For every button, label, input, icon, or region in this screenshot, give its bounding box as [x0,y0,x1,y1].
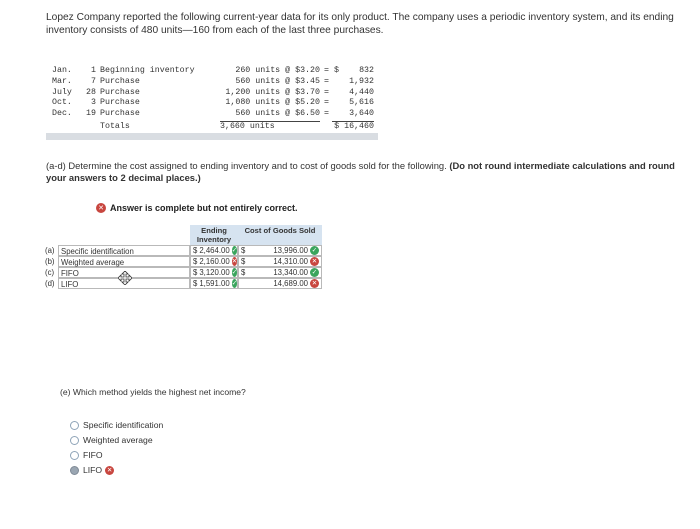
row-units: 1,200 units @ $3.70 [225,87,320,97]
ending-inventory-input[interactable] [190,245,238,256]
row-desc: Purchase [100,109,140,119]
ending-inventory-value: 2,160.00 [199,257,230,266]
radio-button[interactable] [70,421,79,430]
row-eq: = [324,109,329,119]
ending-inventory-value: 2,464.00 [199,246,230,255]
method-cell: FIFO [58,267,190,278]
x-circle-icon: ✕ [311,279,318,287]
row-date: Dec. [52,109,72,119]
ending-inventory-input[interactable] [190,267,238,278]
radio-button[interactable] [70,466,79,475]
row-amount: 1,932 [349,76,374,86]
radio-option[interactable] [70,450,103,460]
ending-inventory-input[interactable] [190,278,238,289]
radio-option[interactable] [70,435,153,445]
row-day: 1 [91,66,96,75]
row-eq: = [324,87,329,97]
x-circle-icon: ✕ [311,257,318,265]
move-cursor-icon [118,271,132,285]
row-amount: 4,440 [349,87,374,97]
option-label: FIFO [83,450,103,460]
header-ending-inventory: Ending Inventory [190,225,238,245]
row-letter: (b) [45,257,55,266]
method-cell: LIFO [58,278,190,289]
header-cost-of-goods-sold: Cost of Goods Sold [238,225,322,245]
totals-label: Totals [100,122,130,131]
row-desc: Purchase [100,87,140,97]
dollar-sign: $ [193,257,198,266]
row-letter: (c) [45,268,55,277]
radio-button[interactable] [70,451,79,460]
check-circle-icon: ✓ [311,246,318,254]
row-amount: 5,616 [349,98,374,108]
dollar-sign: $ [241,246,246,255]
row-eq: = [324,98,329,108]
option-label: LIFO [83,465,103,475]
method-cell: Weighted average [58,256,190,267]
row-date: Oct. [52,98,72,108]
cogs-input[interactable] [238,278,322,289]
row-units: 260 units @ $3.20 [235,66,320,75]
answer-grid [45,225,322,307]
row-date: July [52,87,72,97]
question-e: (e) Which method yields the highest net income? [60,387,246,397]
row-units: 1,080 units @ $5.20 [225,98,320,108]
totals-amount: $ 16,460 [334,122,374,131]
dollar-sign: $ [193,246,198,255]
answer-status-banner [96,203,298,213]
x-circle-icon: ✕ [106,465,113,474]
ending-inventory-value: 1,591.00 [199,279,230,288]
row-amount: 3,640 [349,109,374,119]
row-desc: Beginning inventory [100,66,195,75]
cogs-value: 14,310.00 [273,257,308,266]
cogs-value: 13,340.00 [273,268,308,277]
cogs-input[interactable] [238,267,322,278]
question-a-d-instruction: (Do not round intermediate calculations and round your answers to 2 decimal places.) [46,160,675,183]
check-circle-icon: ✓ [311,268,318,276]
row-eq: = $ [324,66,339,75]
dollar-sign: $ [193,279,198,288]
check-circle-icon: ✓ [231,268,238,276]
option-label: Weighted average [83,435,153,445]
row-day: 3 [91,98,96,108]
dollar-sign: $ [241,257,246,266]
check-circle-icon: ✓ [231,279,238,287]
row-units: 560 units @ $3.45 [235,76,320,86]
row-day: 28 [86,87,96,97]
radio-button[interactable] [70,436,79,445]
method-cell: Specific identification [58,245,190,256]
dollar-sign: $ [193,268,198,277]
x-circle-icon: ✕ [231,257,238,265]
cogs-input[interactable] [238,245,322,256]
problem-intro: Lopez Company reported the following current-year data for its only product. The company uses a periodic inventory system, and its ending inventory consists of 480 units—160 from each of the last three purchases. [46,12,674,36]
row-date: Mar. [52,76,72,86]
totals-units: 3,660 units [220,122,275,131]
row-letter: (d) [45,279,55,288]
row-eq: = [324,76,329,86]
cogs-value: 13,996.00 [273,246,308,255]
row-desc: Purchase [100,98,140,108]
ending-inventory-value: 3,120.00 [199,268,230,277]
cogs-input[interactable] [238,256,322,267]
radio-option[interactable] [70,420,163,430]
row-day: 7 [91,76,96,86]
question-a-d-text: (a-d) Determine the cost assigned to ending inventory and to cost of goods sold for the following. [46,160,447,171]
section-divider [46,133,378,140]
dollar-sign: $ [241,268,246,277]
cogs-value: 14,689.00 [273,279,308,288]
row-desc: Purchase [100,76,140,86]
row-date: Jan. [52,66,72,75]
radio-option[interactable] [70,465,114,475]
option-label: Specific identification [83,420,164,430]
check-circle-icon: ✓ [231,246,238,254]
row-letter: (a) [45,246,55,255]
answer-status-text: Answer is complete but not entirely correct. [110,203,298,213]
row-day: 19 [86,109,96,119]
x-circle-icon: ✕ [96,203,106,213]
row-amount: 832 [359,66,374,75]
ending-inventory-input[interactable] [190,256,238,267]
question-a-d [46,160,686,183]
row-units: 560 units @ $6.50 [235,109,320,119]
